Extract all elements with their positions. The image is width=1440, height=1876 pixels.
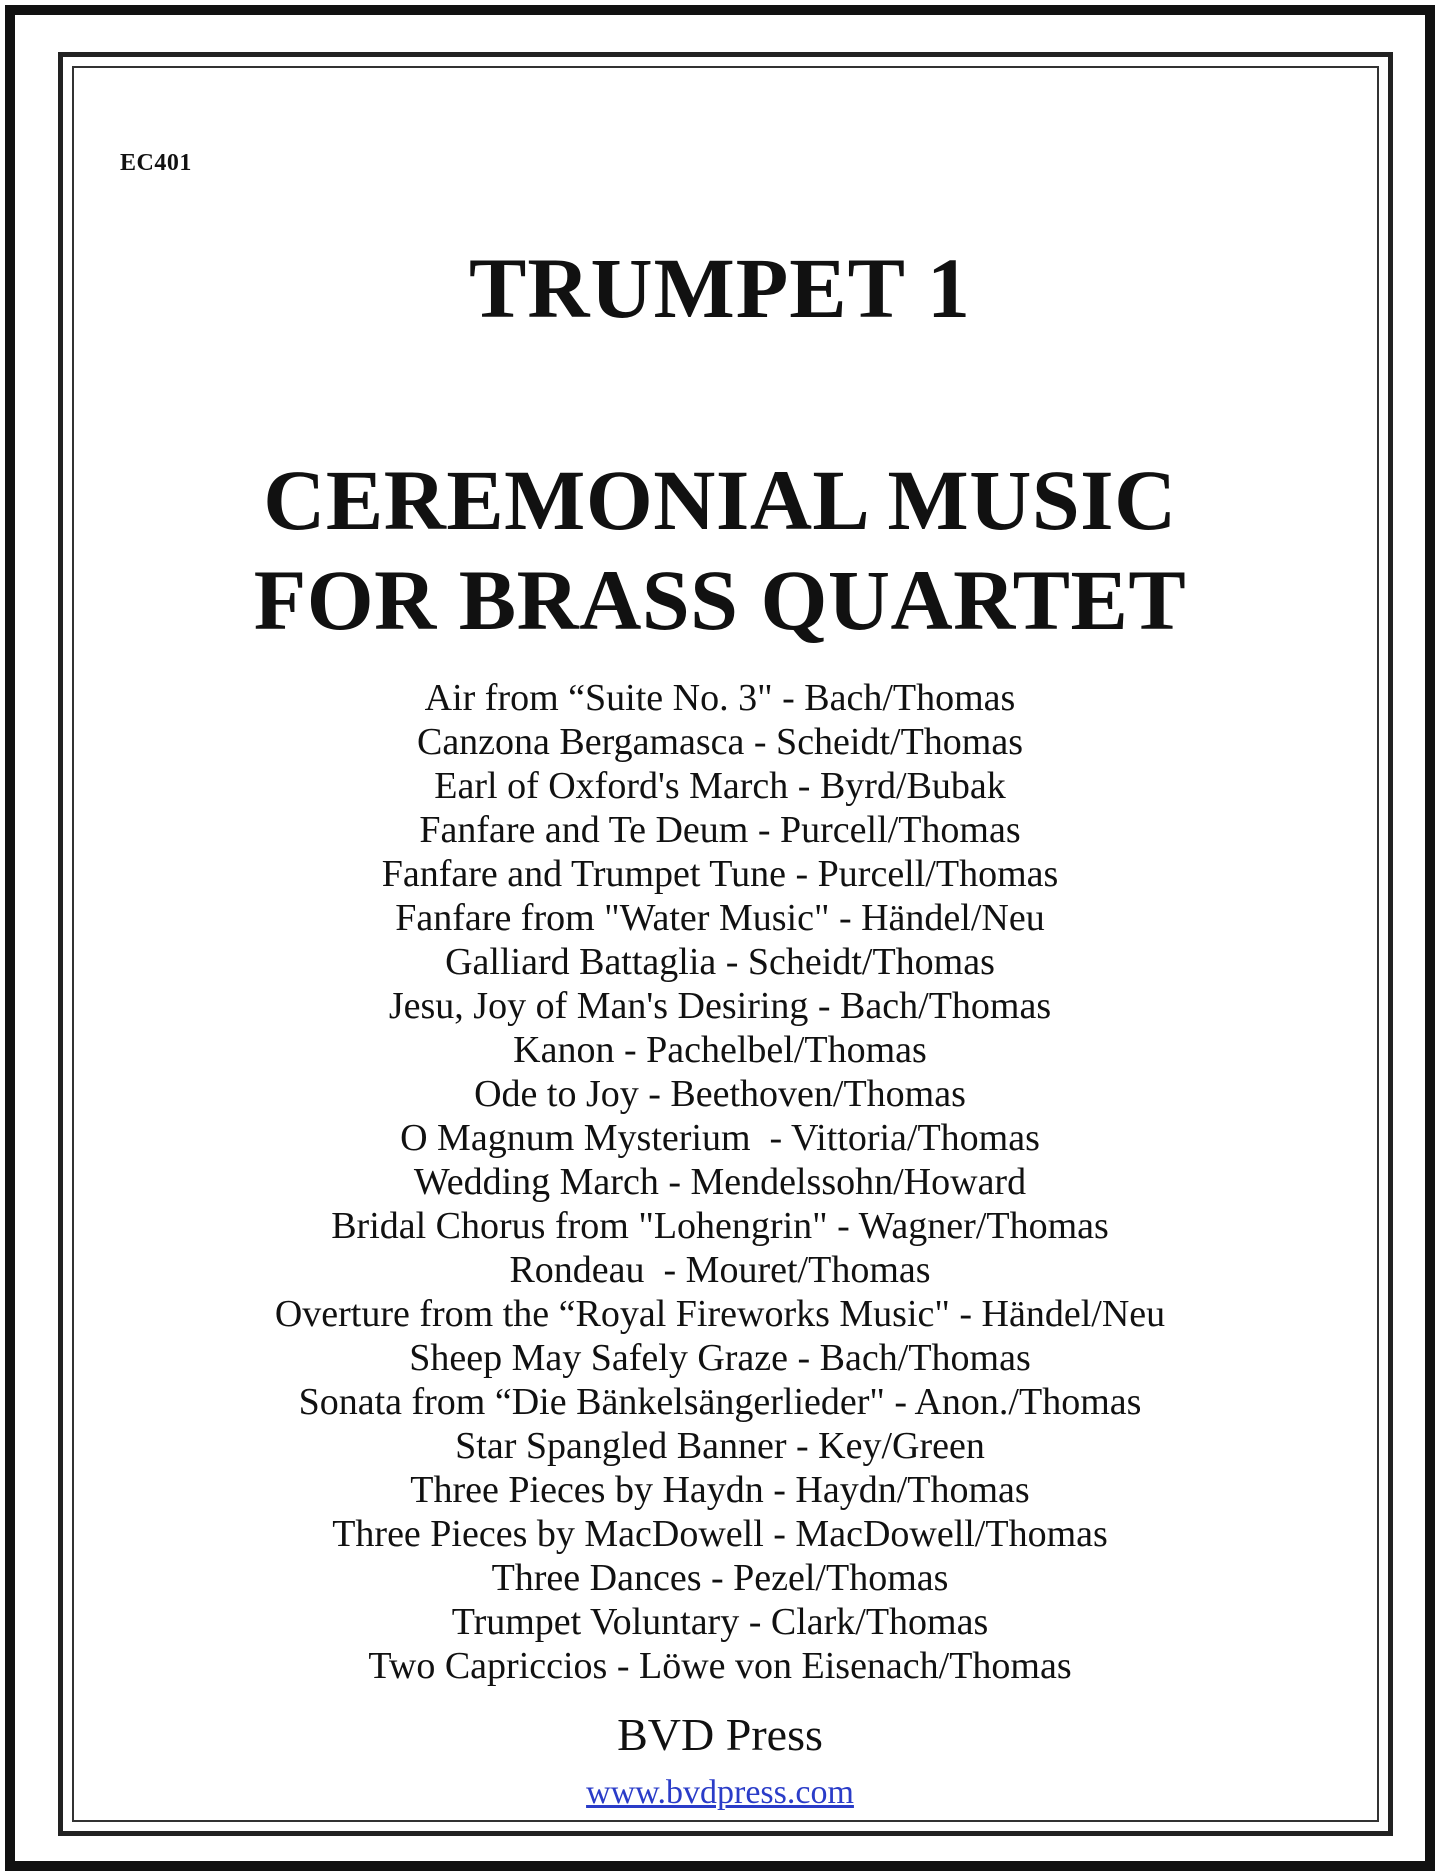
part-title: TRUMPET 1 <box>469 240 971 336</box>
contents-item: Fanfare from "Water Music" - Händel/Neu <box>395 897 1045 939</box>
publisher-name: BVD Press <box>617 1709 823 1760</box>
contents-item: Air from “Suite No. 3" - Bach/Thomas <box>424 677 1016 719</box>
contents-item: Two Capriccios - Löwe von Eisenach/Thomas <box>368 1645 1072 1687</box>
contents-item: Ode to Joy - Beethoven/Thomas <box>474 1073 966 1115</box>
contents-item: Star Spangled Banner - Key/Green <box>455 1425 985 1467</box>
contents-item: Fanfare and Te Deum - Purcell/Thomas <box>419 809 1021 851</box>
contents-item: Jesu, Joy of Man's Desiring - Bach/Thomas <box>388 985 1052 1027</box>
catalog-code: EC401 <box>120 150 192 176</box>
contents-item: Kanon - Pachelbel/Thomas <box>513 1029 927 1071</box>
contents-item: Sonata from “Die Bänkelsängerlieder" - Anon./Thomas <box>298 1381 1142 1423</box>
contents-item: Wedding March - Mendelssohn/Howard <box>413 1161 1027 1203</box>
contents-item: Sheep May Safely Graze - Bach/Thomas <box>409 1337 1031 1379</box>
contents-item: Fanfare and Trumpet Tune - Purcell/Thomas <box>381 853 1059 895</box>
contents-item: Canzona Bergamasca - Scheidt/Thomas <box>416 721 1024 763</box>
contents-item: O Magnum Mysterium - Vittoria/Thomas <box>400 1117 1040 1159</box>
contents-item: Trumpet Voluntary - Clark/Thomas <box>451 1601 989 1643</box>
website-link-container <box>0 1776 1440 1810</box>
contents-item: Bridal Chorus from "Lohengrin" - Wagner/Thomas <box>331 1205 1109 1247</box>
contents-item: Overture from the “Royal Fireworks Music" - Händel/Neu <box>274 1293 1166 1335</box>
contents-item: Three Pieces by Haydn - Haydn/Thomas <box>410 1469 1030 1511</box>
contents-item: Three Dances - Pezel/Thomas <box>491 1557 949 1599</box>
contents-item: Three Pieces by MacDowell - MacDowell/Thomas <box>332 1513 1108 1555</box>
contents-item: Rondeau - Mouret/Thomas <box>509 1249 931 1291</box>
collection-title-line-2: FOR BRASS QUARTET <box>253 552 1187 648</box>
contents-item: Earl of Oxford's March - Byrd/Bubak <box>434 765 1006 807</box>
contents-list <box>0 676 1440 1688</box>
contents-item: Galliard Battaglia - Scheidt/Thomas <box>445 941 995 983</box>
website-link[interactable]: www.bvdpress.com <box>586 1774 854 1811</box>
collection-title-line-1: CEREMONIAL MUSIC <box>263 452 1177 548</box>
collection-title <box>0 450 1440 650</box>
